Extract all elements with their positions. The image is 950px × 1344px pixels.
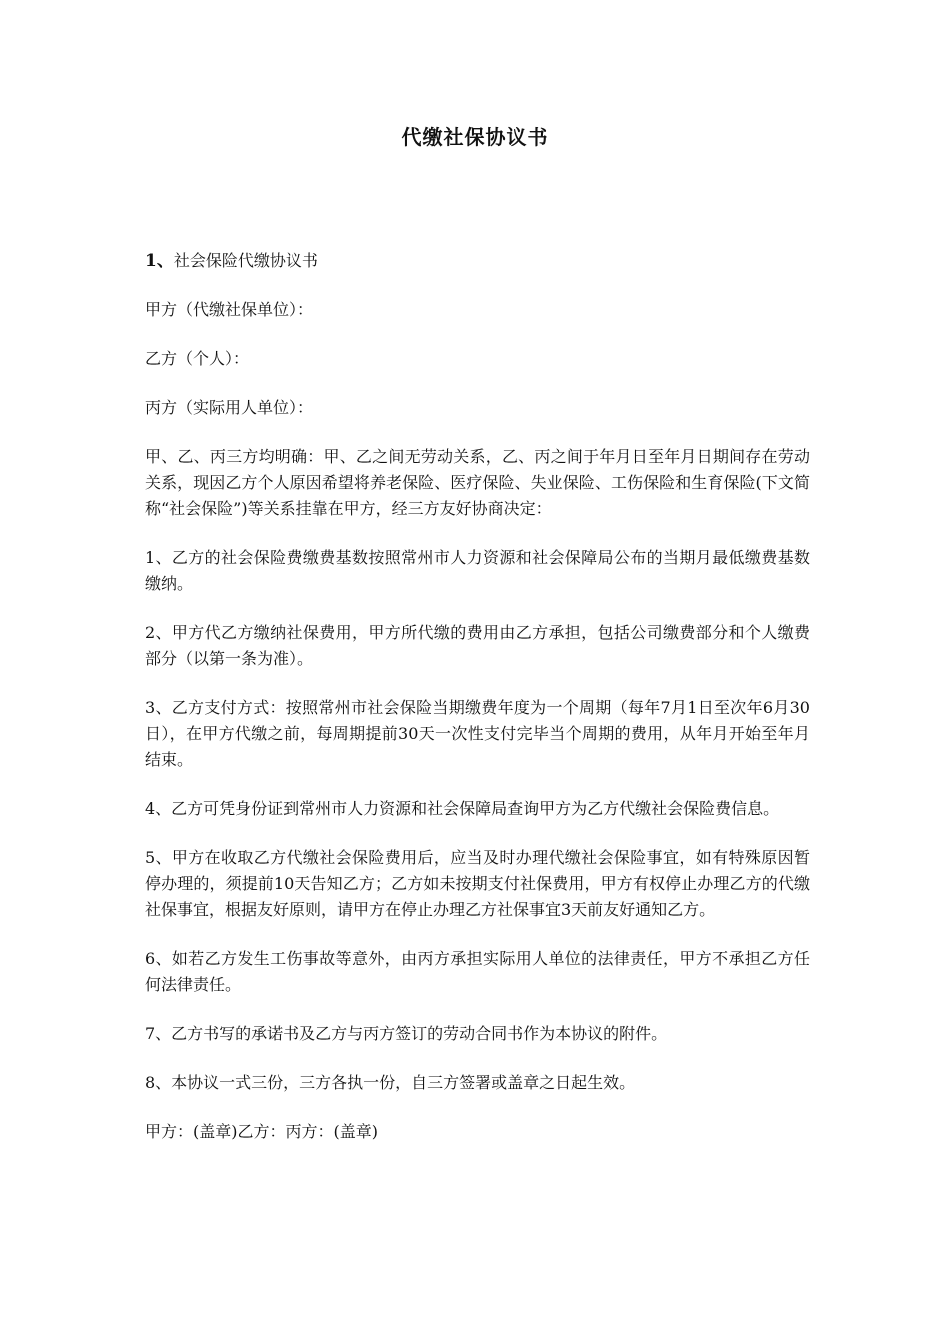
section-heading-text: 社会保险代缴协议书 <box>173 251 318 270</box>
clause-2: 2、甲方代乙方缴纳社保费用，甲方所代缴的费用由乙方承担，包括公司缴费部分和个人缴费部分（以第一条为准）。 <box>145 623 810 668</box>
clause-3: 3、乙方支付方式：按照常州市社会保险当期缴费年度为一个周期（每年7月1日至次年6月30日），在甲方代缴之前，每周期提前30天一次性支付完毕当个周期的费用，从年月开始至年月结束。 <box>145 698 810 769</box>
clause-7: 7、乙方书写的承诺书及乙方与丙方签订的劳动合同书作为本协议的附件。 <box>145 1024 668 1043</box>
party-a-line: 甲方（代缴社保单位）： <box>145 300 314 319</box>
clause-8: 8、本协议一式三份，三方各执一份，自三方签署或盖章之日起生效。 <box>145 1073 636 1092</box>
section-number: 1、 <box>145 251 174 271</box>
signature-line: 甲方：(盖章)乙方：丙方：(盖章) <box>145 1122 378 1141</box>
party-c-line: 丙方（实际用人单位）： <box>145 398 314 417</box>
document-body <box>145 248 810 1168</box>
party-b-line: 乙方（个人）： <box>145 349 250 368</box>
document-title: 代缴社保协议书 <box>401 125 549 149</box>
preamble-paragraph: 甲、乙、丙三方均明确：甲、乙之间无劳动关系，乙、丙之间于年月日至年月日期间存在劳动关系，现因乙方个人原因希望将养老保险、医疗保险、失业保险、工伤保险和生育保险(下文简称“社会保险”)等关系挂靠在甲方，经三方友好协商决定： <box>145 447 810 518</box>
clause-5: 5、甲方在收取乙方代缴社会保险费用后，应当及时办理代缴社会保险事宜，如有特殊原因暂停办理的，须提前10天告知乙方；乙方如未按期支付社保费用，甲方有权停止办理乙方的代缴社保事宜，根据友好原则，请甲方在停止办理乙方社保事宜3天前友好通知乙方。 <box>145 848 810 919</box>
clause-4: 4、乙方可凭身份证到常州市人力资源和社会保障局查询甲方为乙方代缴社会保险费信息。 <box>145 799 780 818</box>
section-heading <box>145 248 810 274</box>
clause-6: 6、如若乙方发生工伤事故等意外，由丙方承担实际用人单位的法律责任，甲方不承担乙方任何法律责任。 <box>145 949 810 994</box>
clause-1: 1、乙方的社会保险费缴费基数按照常州市人力资源和社会保障局公布的当期月最低缴费基数缴纳。 <box>145 548 810 593</box>
